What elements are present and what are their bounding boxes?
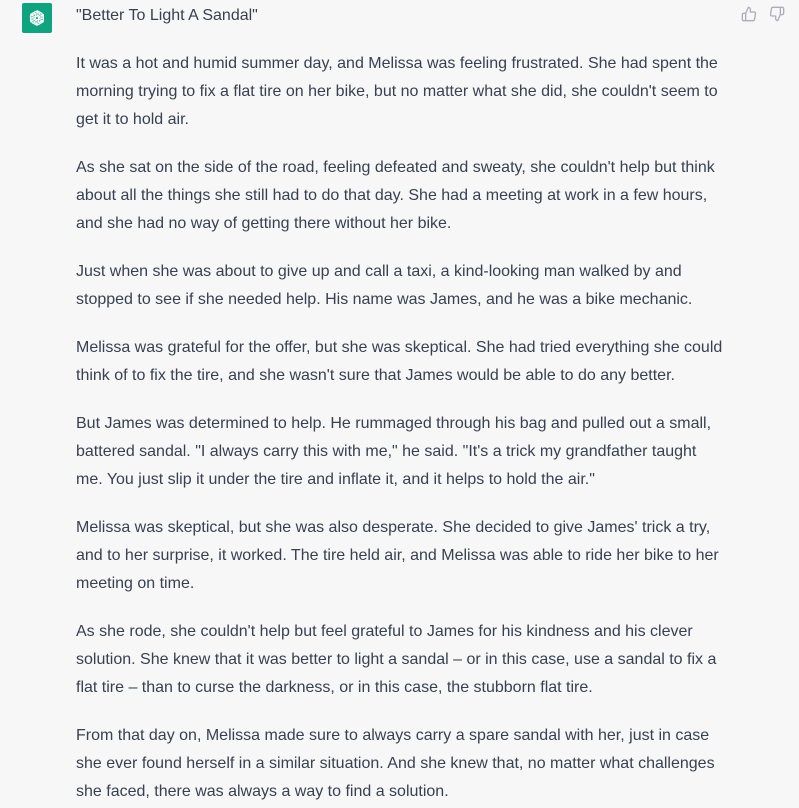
story-paragraph: But James was determined to help. He rummaged through his bag and pulled out a small, battered sandal. "I always carry this with me," he said. "It's a trick my grandfather taught me. You just slip it under the tire and inflate it, and it helps to hold the air." (76, 415, 712, 488)
story-paragraph: Melissa was skeptical, but she was also desperate. She decided to give James' trick a try, and to her surprise, it worked. The tire held air, and Melissa was able to ride her bike to her meeting on time. (76, 519, 719, 592)
story-paragraph: As she sat on the side of the road, feeling defeated and sweaty, she couldn't help but think about all the things she still had to do that day. She had a meeting at work in a few hours, and she had no way of getting there without her bike. (76, 159, 715, 232)
story-paragraph: Melissa was grateful for the offer, but she was skeptical. She had tried everything she could think of to fix the tire, and she wasn't sure that James would be able to do any better. (76, 339, 723, 384)
thumbs-up-icon[interactable] (741, 6, 757, 22)
thumbs-down-icon[interactable] (769, 6, 785, 22)
story-paragraph: As she rode, she couldn't help but feel grateful to James for his kindness and his clever solution. She knew that it was better to light a sandal – or in this case, use a sandal to fix a flat tire – than to curse the darkness, or in this case, the stubborn flat tire. (76, 623, 717, 696)
feedback-buttons (741, 6, 785, 22)
message-content (76, 2, 726, 808)
openai-logo-icon (26, 7, 48, 29)
story-paragraph: From that day on, Melissa made sure to always carry a spare sandal with her, just in case she ever found herself in a similar situation. And she knew that, no matter what challenges she faced, there was always a way to find a solution. (76, 727, 715, 800)
assistant-avatar (22, 3, 52, 33)
story-paragraph: Just when she was about to give up and call a taxi, a kind-looking man walked by and stopped to see if she needed help. His name was James, and he was a bike mechanic. (76, 263, 693, 308)
story-title: "Better To Light A Sandal" (76, 7, 258, 24)
story-paragraph: It was a hot and humid summer day, and Melissa was feeling frustrated. She had spent the morning trying to fix a flat tire on her bike, but no matter what she did, she couldn't seem to get it to hold air. (76, 55, 718, 128)
